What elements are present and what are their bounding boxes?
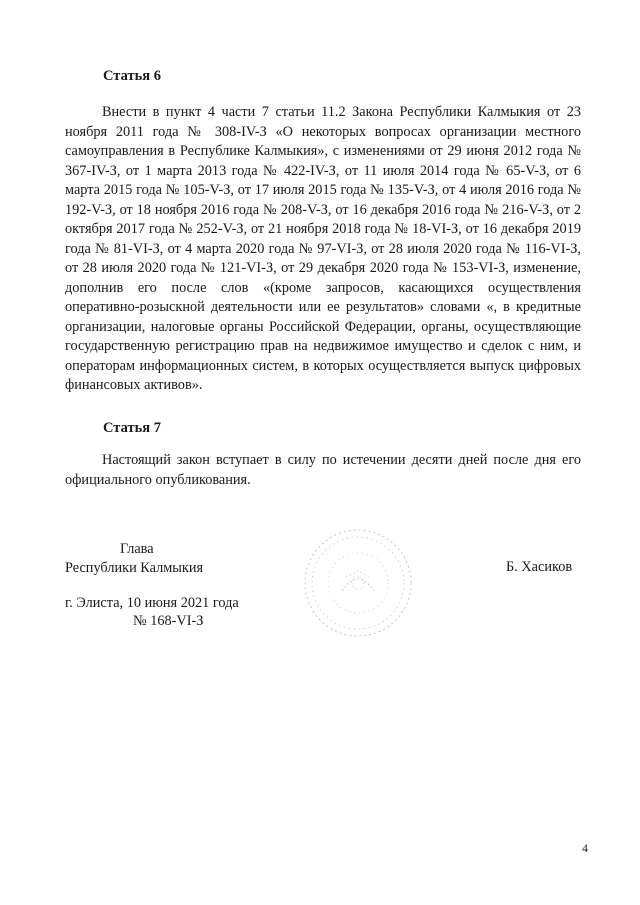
signatory-name: Б. Хасиков — [506, 559, 573, 575]
signatory-title-line2: Республики Калмыкия — [65, 560, 204, 576]
article-6-text: Внести в пункт 4 части 7 статьи 11.2 Закона Республики Калмыкия от 23 ноября 2011 года № 308-IV-З «О некоторых вопросах организации местного самоуправления в Республике Калмыкия», с изменениями от 29 июня 2012 года № 367-IV-З, от 1 марта 2013 года № 422-IV-З, от 11 июля 2014 года № 65-V-З, от 6 марта 2015 года № 105-V-З, от 17 июля 2015 года № 135-V-З, от 4 июля 2016 года № 192-V-З, от 18 ноября 2016 года № 208-V-З, от 16 декабря 2016 года № 216-V-З, от 2 октября 2017 года № 252-V-З, от 21 ноября 2018 года № 18-VI-З, от 16 декабря 2019 года № 81-VI-З, от 4 марта 2020 года № 97-VI-З, от 28 июля 2020 года № 116-VI-З, от 28 июля 2020 года № 121-VI-З, от 29 декабря 2020 года № 153-VI-З, изменение, дополнив его после слов «(кроме запросов, касающихся осуществления оперативно-розыскной деятельности или ее результатов» словами «, в кредитные организации, налоговые органы Российской Федерации, органы, осуществляющие государственную регистрацию прав на недвижимое имущество и сделок с ним, и операторам информационных систем, в которых осуществляется выпуск цифровых финансовых активов». — [65, 104, 581, 393]
law-number: № 168-VI-З — [133, 613, 204, 629]
article-7-text: Настоящий закон вступает в силу по истечении десяти дней после дня его официального опубликования. — [65, 452, 581, 488]
page-number: 4 — [582, 841, 588, 855]
signatory-title-line1: Глава — [120, 541, 154, 557]
place-and-date: г. Элиста, 10 июня 2021 года — [65, 595, 239, 611]
article-7-heading: Статья 7 — [103, 420, 161, 436]
article-6-heading: Статья 6 — [103, 68, 161, 84]
official-seal-stamp — [302, 527, 414, 639]
